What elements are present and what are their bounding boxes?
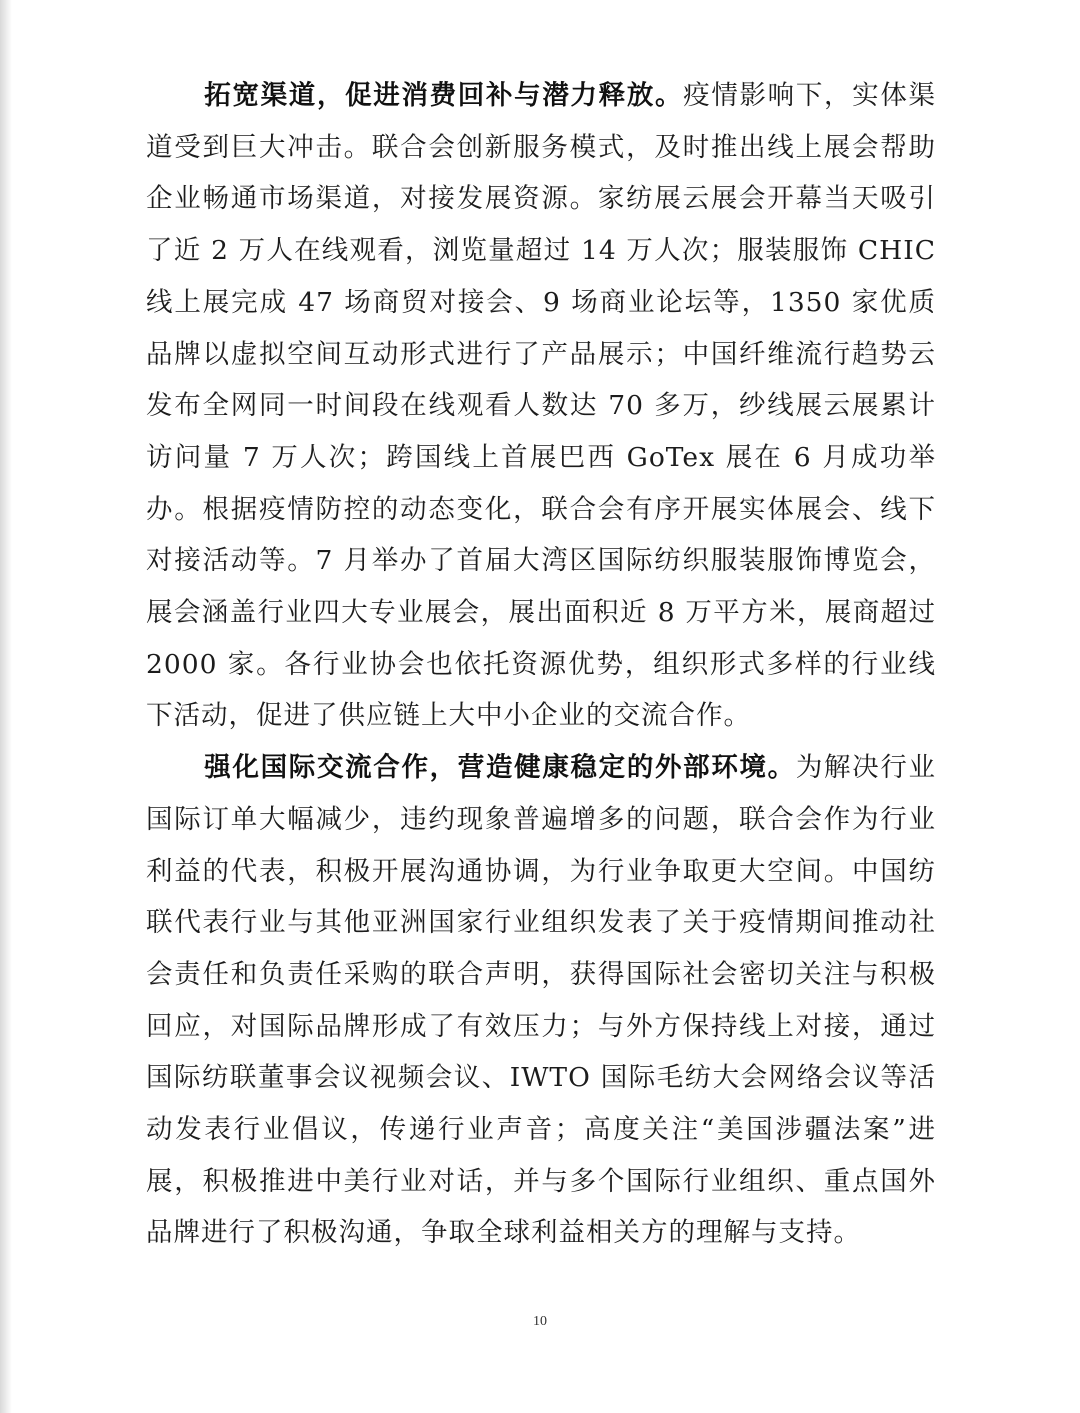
paragraph-lead-heading: 拓宽渠道，促进消费回补与潜力释放。 bbox=[204, 80, 684, 111]
paragraph-lead-heading: 强化国际交流合作，营造健康稳定的外部环境。 bbox=[204, 752, 796, 784]
document-body bbox=[146, 70, 936, 1259]
paragraph-international bbox=[146, 742, 936, 1259]
paragraph-body-text: 疫情影响下，实体渠道受到巨大冲击。联合会创新服务模式，及时推出线上展会帮助企业畅通市场渠道，对接发展资源。家纺展云展会开幕当天吸引了近 2 万人在线观看，浏览量超过 14 万人次；服装服饰 CHIC 线上展完成 47 场商贸对接会、9 场商业论坛等，1350 家优质品牌以虚拟空间互动形式进行了产品展示；中国纤维流行趋势云发布全网同一时间段在线观看人数达 70 多万，纱线展云展累计访问量 7 万人次；跨国线上首展巴西 GoTex 展在 6 月成功举办。根据疫情防控的动态变化，联合会有序开展实体展会、线下对接活动等。7 月举办了首届大湾区国际纺织服装服饰博览会，展会涵盖行业四大专业展会，展出面积近 8 万平方米，展商超过 2000 家。各行业协会也依托资源优势，组织形式多样的行业线下活动，促进了供应链上大中小企业的交流合作。 bbox=[146, 80, 937, 732]
paragraph-body-text: 为解决行业国际订单大幅减少，违约现象普遍增多的问题，联合会作为行业利益的代表，积极开展沟通协调，为行业争取更大空间。中国纺联代表行业与其他亚洲国家行业组织发表了关于疫情期间推动社会责任和负责任采购的联合声明，获得国际社会密切关注与积极回应，对国际品牌形成了有效压力；与外方保持线上对接，通过国际纺联董事会议视频会议、IWTO 国际毛纺大会网络会议等活动发表行业倡议，传递行业声音；高度关注“美国涉疆法案”进展，积极推进中美行业对话，并与多个国际行业组织、重点国外品牌进行了积极沟通，争取全球利益相关方的理解与支持。 bbox=[146, 752, 937, 1249]
paragraph-channels bbox=[146, 70, 936, 742]
page-edge-shadow bbox=[0, 0, 12, 1413]
page-number: 10 bbox=[533, 1314, 547, 1329]
